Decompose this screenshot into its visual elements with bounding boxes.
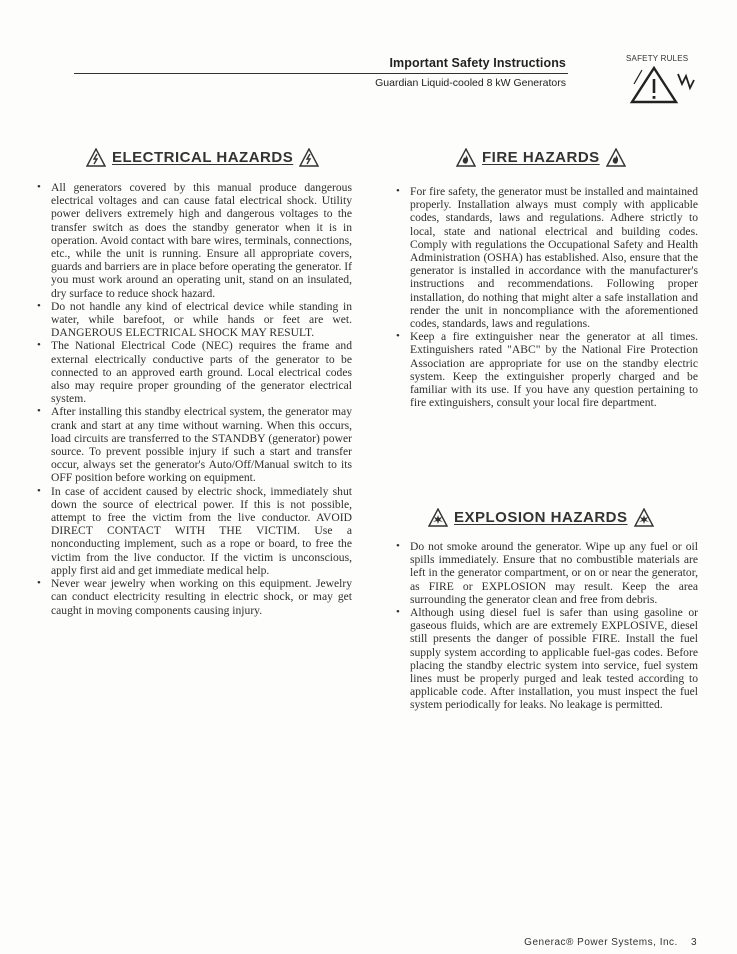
electrical-warning-icon <box>299 148 319 167</box>
explosion-hazards-list <box>393 540 698 712</box>
list-item: • Never wear jewelry when working on this equipment. Jewelry can conduct electricity resulting in electric shock, or may get caught in moving components causing injury. <box>34 577 352 617</box>
electrical-hazards-heading <box>86 148 319 167</box>
document-title: Important Safety Instructions <box>389 56 566 70</box>
list-item: • All generators covered by this manual produce dangerous electrical voltages and can cause fatal electrical shock. Utility power delivers extremely high and dangerous voltages to the transfer switch as does the standby generator when it is in operation. Avoid contact with bare wires, terminals, connections, etc., while the unit is running. Ensure all appropriate covers, guards and barriers are in place before operating the generator. If you must work around an operating unit, stand on an insulated, dry surface to reduce shock hazard. <box>34 181 352 300</box>
explosion-hazards-title: EXPLOSION HAZARDS <box>454 509 628 526</box>
explosion-warning-icon <box>634 508 654 527</box>
fire-hazards-title: FIRE HAZARDS <box>482 149 600 166</box>
footer-company: Generac® Power Systems, Inc. <box>524 937 678 948</box>
page-number: 3 <box>690 937 697 948</box>
list-item: • Keep a fire extinguisher near the generator at all times. Extinguishers rated "ABC" by the National Fire Protection Association are appropriate for use on the standby electric system. Keep the extinguisher properly charged and be familiar with its use. If you have any question pertaining to fire extinguishers, consult your local fire department. <box>393 330 698 409</box>
fire-warning-icon <box>456 148 476 167</box>
electrical-hazards-list <box>34 181 352 617</box>
section-tag: SAFETY RULES <box>626 54 689 63</box>
fire-warning-icon <box>606 148 626 167</box>
page-footer <box>524 937 697 948</box>
electrical-warning-icon <box>86 148 106 167</box>
list-item: • Do not smoke around the generator. Wipe up any fuel or oil spills immediately. Ensure that no combustible materials are left in the generator compartment, or on or near the generator, as FIRE or EXPLOSION may result. Keep the area surrounding the generator clean and free from debris. <box>393 540 698 606</box>
explosion-warning-icon <box>428 508 448 527</box>
document-subtitle: Guardian Liquid-cooled 8 kW Generators <box>375 77 566 89</box>
list-item: • Do not handle any kind of electrical device while standing in water, while barefoot, or while hands or feet are wet. DANGEROUS ELECTRICAL SHOCK MAY RESULT. <box>34 300 352 340</box>
explosion-hazards-heading <box>428 508 654 527</box>
list-item: • Although using diesel fuel is safer than using gasoline or gaseous fluids, which are are extremely EXPLOSIVE, diesel still presents the danger of possible FIRE. Install the fuel supply system according to applicable fuel-gas codes. Before placing the standby electric system into service, fuel system lines must be properly purged and leak tested according to applicable code. After installation, you must inspect the fuel system periodically for leaks. No leakage is permitted. <box>393 606 698 712</box>
list-item: • The National Electrical Code (NEC) requires the frame and external electrically conductive parts of the generator to be connected to an approved earth ground. Local electrical codes also may require proper grounding of the generator electrical system. <box>34 339 352 405</box>
safety-alert-triangle-icon <box>626 66 698 106</box>
list-item: • In case of accident caused by electric shock, immediately shut down the source of electrical power. If this is not possible, attempt to free the victim from the live conductor. AVOID DIRECT CONTACT WITH THE VICTIM. Use a nonconducting implement, such as a rope or board, to free the victim from the live conductor. If the victim is unconscious, apply first aid and get immediate medical help. <box>34 485 352 577</box>
electrical-hazards-title: ELECTRICAL HAZARDS <box>112 149 294 166</box>
fire-hazards-heading <box>456 148 626 167</box>
list-item: • For fire safety, the generator must be installed and maintained properly. Installation always must comply with applicable codes, standards, laws and regulations. Adhere strictly to local, state and national electrical and building codes. Comply with regulations the Occupational Safety and Health Administration (OSHA) has established. Also, ensure that the generator is installed in accordance with the manufacturer's instructions and recommendations. Following proper installation, do nothing that might alter a safe installation and render the unit in noncompliance with the aforementioned codes, standards, laws and regulations. <box>393 185 698 330</box>
list-item: • After installing this standby electrical system, the generator may crank and start at any time without warning. When this occurs, load circuits are transferred to the STANDBY (generator) power source. To prevent possible injury if such a start and transfer occur, always set the generator's Auto/Off/Manual switch to its OFF position before working on equipment. <box>34 405 352 484</box>
fire-hazards-list <box>393 185 698 409</box>
header-divider <box>74 73 568 74</box>
